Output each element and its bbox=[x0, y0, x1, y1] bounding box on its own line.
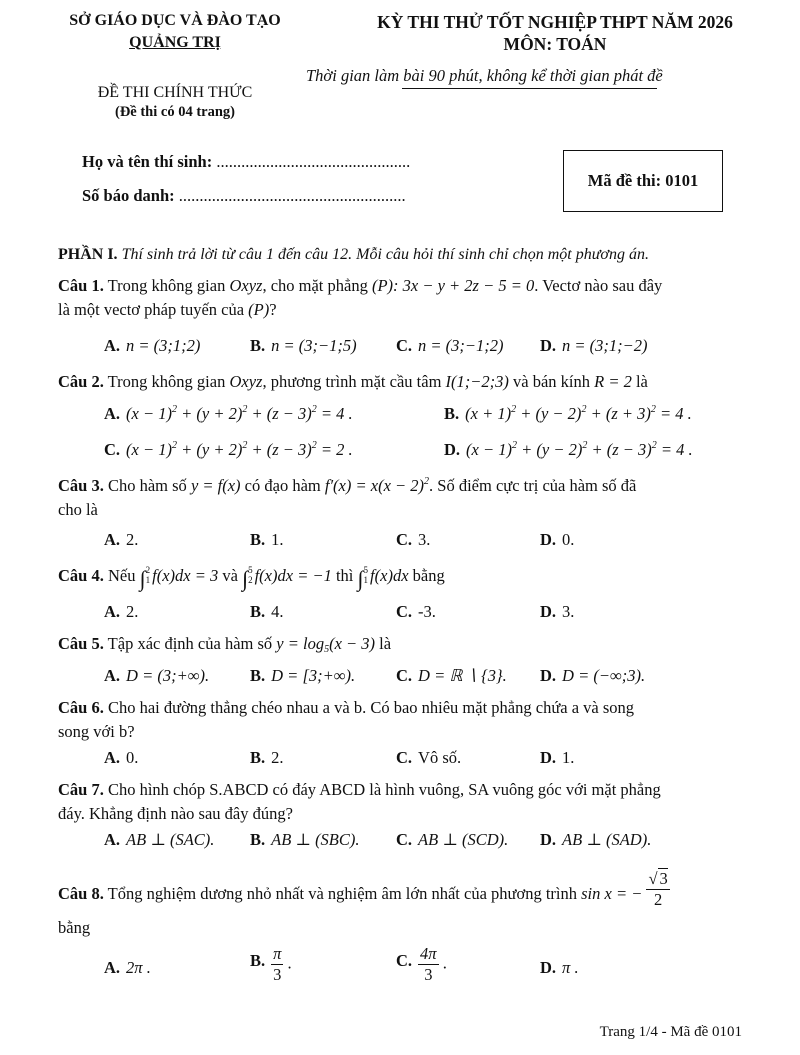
q5-letter-d: D. bbox=[540, 666, 557, 685]
q8-letter-d: D. bbox=[540, 958, 557, 977]
exam-title: KỲ THI THỬ TỐT NGHIỆP THPT NĂM 2026 bbox=[377, 12, 733, 32]
integral-limits-1: 2 1 bbox=[145, 565, 151, 586]
question-3 bbox=[58, 474, 745, 522]
official-exam: ĐỀ THI CHÍNH THỨC bbox=[97, 84, 253, 101]
q4-letter-c: C. bbox=[396, 602, 413, 621]
q1-qmark: ? bbox=[269, 300, 277, 319]
q3-letter-c: C. bbox=[396, 530, 413, 549]
q5-option-b-text: D = [3;+∞). bbox=[271, 666, 356, 685]
q1-label: Câu 1. bbox=[58, 276, 104, 295]
q1-line2: là một vectơ pháp tuyến của bbox=[58, 300, 245, 319]
q1-option-d[interactable] bbox=[540, 336, 648, 356]
q2-text-c: và bán kính bbox=[513, 372, 590, 391]
department-line-2: QUẢNG TRỊ bbox=[129, 34, 221, 51]
q5-letter-b: B. bbox=[250, 666, 266, 685]
q2-option-c[interactable]: C. $(x - 1)^2 + (y + 2)^2 + (z - 3)^2 = 2$ . bbox=[104, 440, 353, 459]
q3-line2: cho là bbox=[58, 500, 98, 519]
question-5 bbox=[58, 632, 745, 656]
q4-end: bằng bbox=[412, 566, 445, 585]
q4-option-d-text: 3. bbox=[562, 602, 575, 621]
q1-option-a[interactable] bbox=[104, 336, 200, 356]
q3-derivative: $f'(x) = x(x - 2)^2$ bbox=[324, 476, 430, 495]
q8-option-d-text: π . bbox=[562, 958, 579, 977]
q1-option-c-text: n = (3;−1;2) bbox=[418, 336, 504, 355]
q5-option-c-text: D = ℝ ∖ {3}. bbox=[418, 666, 507, 685]
q4-option-b-text: 4. bbox=[271, 602, 284, 621]
q1-option-d-text: n = (3;1;−2) bbox=[562, 336, 648, 355]
q3-letter-b: B. bbox=[250, 530, 266, 549]
q6-label: Câu 6. bbox=[58, 698, 104, 717]
q1-option-a-text: n = (3;1;2) bbox=[126, 336, 201, 355]
q2-text-a: Trong không gian bbox=[107, 372, 226, 391]
q7-option-a-text: AB ⊥ (SAC). bbox=[126, 830, 215, 849]
q1-text-b: , cho mặt phẳng bbox=[262, 276, 368, 295]
q8-option-b[interactable]: B. $\frac{\pi}{3}$ . bbox=[250, 944, 292, 984]
q7-option-a[interactable] bbox=[104, 830, 214, 850]
q6-letter-c: C. bbox=[396, 748, 413, 767]
q6-text: Cho hai đường thẳng chéo nhau a và b. Có bao nhiêu mặt phẳng chứa a và song bbox=[107, 698, 635, 717]
q6-option-a[interactable] bbox=[104, 748, 138, 768]
q6-option-a-text: 0. bbox=[126, 748, 139, 767]
q8-option-d[interactable] bbox=[540, 958, 579, 978]
q2-label: Câu 2. bbox=[58, 372, 104, 391]
q4-and: và bbox=[222, 566, 238, 585]
q8-option-b-fraction: $\frac{\pi}{3}$ bbox=[273, 944, 282, 984]
part-title: PHẦN I. bbox=[58, 246, 118, 263]
q7-option-c[interactable] bbox=[396, 830, 508, 850]
q2-text-b: , phương trình mặt cầu tâm bbox=[262, 372, 442, 391]
exam-code: Mã đề thi: 0101 bbox=[587, 171, 699, 190]
exam-subject: MÔN: TOÁN bbox=[503, 34, 607, 54]
q7-option-d[interactable] bbox=[540, 830, 651, 850]
q3-text-b: có đạo hàm bbox=[244, 476, 321, 495]
q4-option-b[interactable] bbox=[250, 602, 284, 622]
q3-option-c[interactable] bbox=[396, 530, 430, 550]
q8-option-c-fraction: $\frac{4\pi}{3}$ bbox=[420, 944, 437, 984]
department-line-1: SỞ GIÁO DỤC VÀ ĐÀO TẠO bbox=[69, 12, 281, 29]
question-6 bbox=[58, 696, 745, 744]
q6-option-b-text: 2. bbox=[271, 748, 284, 767]
q3-text-a: Cho hàm số bbox=[107, 476, 187, 495]
q7-line2: đáy. Khẳng định nào sau đây đúng? bbox=[58, 804, 293, 823]
q7-letter-b: B. bbox=[250, 830, 266, 849]
q4-integral-1: f(x)dx = 3 bbox=[152, 566, 219, 585]
q8-equation: sin x = − bbox=[581, 883, 643, 903]
q5-option-d[interactable] bbox=[540, 666, 645, 686]
q3-option-a-text: 2. bbox=[126, 530, 139, 549]
q4-text-a: Nếu bbox=[107, 566, 136, 585]
q6-letter-a: A. bbox=[104, 748, 121, 767]
q4-option-a-text: 2. bbox=[126, 602, 139, 621]
q5-text-a: Tập xác định của hàm số bbox=[107, 634, 273, 653]
q2-option-a[interactable]: A. $(x - 1)^2 + (y + 2)^2 + (z - 3)^2 = 4$ . bbox=[104, 404, 353, 423]
q2-letter-b: B. bbox=[444, 404, 460, 423]
q5-label: Câu 5. bbox=[58, 634, 104, 653]
q6-option-c[interactable] bbox=[396, 748, 461, 768]
q4-option-d[interactable] bbox=[540, 602, 574, 622]
q5-option-a-text: D = (3;+∞). bbox=[126, 666, 210, 685]
integral-limits-3: 5 1 bbox=[363, 565, 369, 586]
q1-option-b[interactable] bbox=[250, 336, 357, 356]
q6-option-c-text: Vô số. bbox=[418, 748, 462, 767]
q4-option-c-text: -3. bbox=[418, 602, 436, 621]
q1-option-b-text: n = (3;−1;5) bbox=[271, 336, 357, 355]
q3-option-c-text: 3. bbox=[418, 530, 431, 549]
q7-label: Câu 7. bbox=[58, 780, 104, 799]
q6-option-b[interactable] bbox=[250, 748, 284, 768]
candidate-name-dots: ............................................... bbox=[216, 152, 411, 171]
candidate-id-dots: ....................................................... bbox=[178, 186, 406, 205]
q2-letter-c: C. bbox=[104, 440, 121, 459]
q2-text-d: là bbox=[635, 372, 648, 391]
candidate-name-row[interactable] bbox=[82, 152, 410, 172]
part-heading bbox=[58, 246, 649, 264]
q7-option-b-text: AB ⊥ (SBC). bbox=[271, 830, 360, 849]
pages-note: (Đề thi có 04 trang) bbox=[114, 104, 235, 120]
q2-radius: R = 2 bbox=[594, 372, 632, 391]
q1-text: Trong không gian bbox=[107, 276, 226, 295]
q3-option-d[interactable] bbox=[540, 530, 574, 550]
page-footer: Trang 1/4 - Mã đề 0101 bbox=[599, 1024, 742, 1040]
q7-option-b[interactable] bbox=[250, 830, 360, 850]
time-note-underline bbox=[402, 88, 657, 89]
q8-option-a-text: 2π . bbox=[126, 958, 151, 977]
q2-space: Oxyz bbox=[229, 372, 263, 391]
question-7 bbox=[58, 778, 745, 826]
q2-letter-a: A. bbox=[104, 404, 121, 423]
q5-option-b[interactable] bbox=[250, 666, 355, 686]
q4-letter-a: A. bbox=[104, 602, 121, 621]
part-instruction: Thí sinh trả lời từ câu 1 đến câu 12. Mỗi câu hỏi thí sinh chỉ chọn một phương án. bbox=[121, 246, 649, 263]
integral-sign-2: ∫ bbox=[242, 566, 249, 591]
q8-option-a[interactable] bbox=[104, 958, 151, 978]
q1-option-c[interactable] bbox=[396, 336, 504, 356]
question-1 bbox=[58, 274, 745, 322]
q8-sqrt3-over-2: $\frac{√ 3}{2}$ bbox=[648, 869, 668, 909]
q4-integral-2: f(x)dx = −1 bbox=[254, 566, 332, 585]
candidate-id-label: Số báo danh: bbox=[82, 186, 175, 205]
q3-letter-d: D. bbox=[540, 530, 557, 549]
q1-plane-equation: (P): 3x − y + 2z − 5 = 0 bbox=[371, 276, 535, 295]
q2-center: I(1;−2;3) bbox=[445, 372, 509, 391]
q4-option-a[interactable] bbox=[104, 602, 138, 622]
q1-text-c: . Vectơ nào sau đây bbox=[534, 276, 663, 295]
q4-then: thì bbox=[335, 566, 354, 585]
candidate-id-row[interactable] bbox=[82, 186, 406, 206]
q2-option-d[interactable]: D. $(x - 1)^2 + (y - 2)^2 + (z - 3)^2 = 4$ . bbox=[444, 440, 693, 459]
q6-option-d-text: 1. bbox=[562, 748, 575, 767]
q6-letter-d: D. bbox=[540, 748, 557, 767]
q5-option-d-text: D = (−∞;3). bbox=[562, 666, 646, 685]
q3-option-b-text: 1. bbox=[271, 530, 284, 549]
integral-limits-2: 5 2 bbox=[248, 565, 253, 586]
q5-option-c[interactable] bbox=[396, 666, 507, 686]
q6-option-d[interactable] bbox=[540, 748, 574, 768]
q7-option-c-text: AB ⊥ (SCD). bbox=[418, 830, 509, 849]
candidate-name-label: Họ và tên thí sinh: bbox=[82, 152, 213, 171]
q2-letter-d: D. bbox=[444, 440, 461, 459]
q8-letter-a: A. bbox=[104, 958, 121, 977]
question-8 bbox=[58, 868, 758, 910]
q1-letter-c: C. bbox=[396, 336, 413, 355]
exam-code-box bbox=[563, 150, 723, 212]
time-note: Thời gian làm bài 90 phút, không kể thời gian phát đề bbox=[306, 66, 663, 85]
q3-label: Câu 3. bbox=[58, 476, 104, 495]
q7-letter-a: A. bbox=[104, 830, 121, 849]
q4-letter-d: D. bbox=[540, 602, 557, 621]
q3-option-b[interactable] bbox=[250, 530, 284, 550]
q6-line2: song với b? bbox=[58, 722, 135, 741]
integral-sign-1: ∫ bbox=[139, 566, 146, 591]
q1-letter-b: B. bbox=[250, 336, 266, 355]
q8-label: Câu 8. bbox=[58, 883, 104, 903]
q7-option-d-text: AB ⊥ (SAD). bbox=[562, 830, 652, 849]
q7-letter-d: D. bbox=[540, 830, 557, 849]
question-2 bbox=[58, 370, 745, 394]
q4-letter-b: B. bbox=[250, 602, 266, 621]
q8-line2: bằng bbox=[58, 918, 91, 937]
integral-sign-3: ∫ bbox=[357, 566, 364, 591]
q8-text: Tổng nghiệm dương nhỏ nhất và nghiệm âm lớn nhất của phương trình bbox=[107, 883, 577, 903]
q8-letter-c: C. bbox=[396, 951, 413, 971]
q1-plane-name: (P) bbox=[248, 300, 270, 319]
q3-letter-a: A. bbox=[104, 530, 121, 549]
q5-text-b: là bbox=[379, 634, 392, 653]
q6-letter-b: B. bbox=[250, 748, 266, 767]
q5-function: $y = \log_5(x - 3)$ bbox=[276, 634, 376, 655]
q5-letter-c: C. bbox=[396, 666, 413, 685]
q8-option-c[interactable]: C. $\frac{4\pi}{3}$ . bbox=[396, 944, 447, 984]
q5-option-a[interactable] bbox=[104, 666, 209, 686]
q3-text-c: . Số điểm cực trị của hàm số đã bbox=[429, 476, 637, 495]
q7-text: Cho hình chóp S.ABCD có đáy ABCD là hình vuông, SA vuông góc với mặt phẳng bbox=[107, 780, 661, 799]
q3-option-a[interactable] bbox=[104, 530, 138, 550]
q7-letter-c: C. bbox=[396, 830, 413, 849]
q5-letter-a: A. bbox=[104, 666, 121, 685]
q1-space: Oxyz bbox=[229, 276, 263, 295]
q8-letter-b: B. bbox=[250, 951, 266, 971]
q4-integral-3: f(x)dx bbox=[370, 566, 409, 585]
q1-letter-d: D. bbox=[540, 336, 557, 355]
q2-option-b[interactable]: B. $(x + 1)^2 + (y - 2)^2 + (z + 3)^2 = 4$ . bbox=[444, 404, 692, 423]
q4-option-c[interactable] bbox=[396, 602, 436, 622]
q1-letter-a: A. bbox=[104, 336, 121, 355]
q3-function: y = f(x) bbox=[190, 476, 241, 495]
q4-label: Câu 4. bbox=[58, 566, 104, 585]
q3-option-d-text: 0. bbox=[562, 530, 575, 549]
question-4 bbox=[58, 564, 745, 591]
